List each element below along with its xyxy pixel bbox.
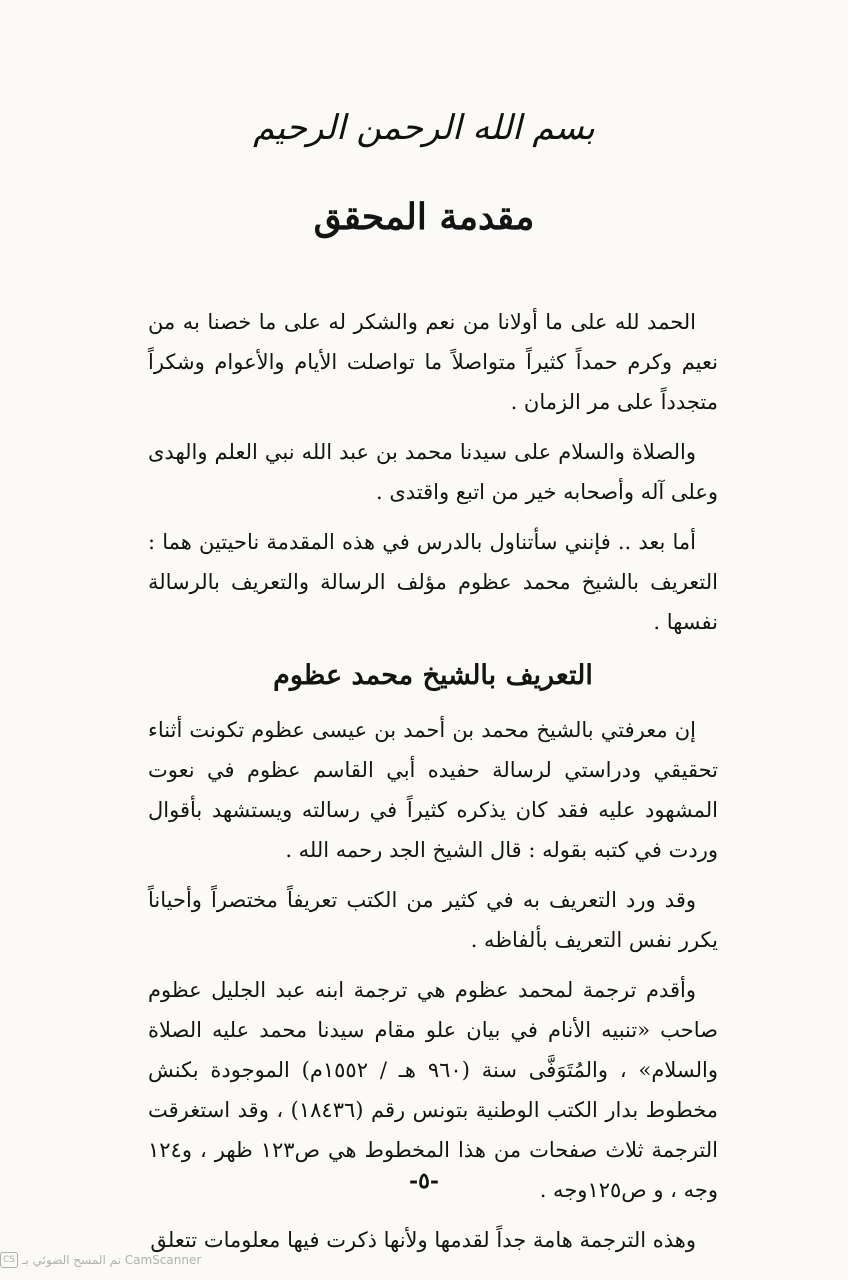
section-heading: التعريف بالشيخ محمد عظوم [273, 660, 593, 691]
paragraph-praise: الحمد لله على ما أولانا من نعم والشكر له على ما خصنا به من نعيم وكرم حمداً كثيراً متواصلاً ما تواصلت الأيام والأعوام وشكراً متجدداً على مر الزمان . [148, 310, 718, 414]
paragraph-oldest-biography: وأقدم ترجمة لمحمد عظوم هي ترجمة ابنه عبد الجليل عظوم صاحب «تنبيه الأنام في بيان علو مقام سيدنا محمد عليه الصلاة والسلام» ، والمُتَوَفَّى سنة (٩٦٠ هـ / ١٥٥٢م) الموجودة بكنش مخطوط بدار الكتب الوطنية بتونس رقم (١٨٤٣٦) ، وقد استغرقت الترجمة ثلاث صفحات من هذا المخطوط هي ص١٢٣ ظهر ، و١٢٤ وجه ، و ص١٢٥وجه . [148, 978, 718, 1202]
scanner-watermark [0, 1252, 201, 1268]
page-title: مقدمة المحقق [313, 196, 535, 238]
paragraph-salutation: والصلاة والسلام على سيدنا محمد بن عبد الله نبي العلم والهدى وعلى آله وأصحابه خير من اتبع واقتدى . [148, 440, 718, 504]
body-text [148, 302, 718, 1270]
watermark-text: تم المسح الضوئي بـ CamScanner [22, 1253, 202, 1267]
page-number: -٥- [408, 1168, 440, 1194]
basmala: بسم الله الرحمن الرحيم [253, 108, 595, 148]
paragraph-importance: وهذه الترجمة هامة جداً لقدمها ولأنها ذكرت فيها معلومات تتعلق [150, 1228, 696, 1252]
paragraph-outline: أما بعد .. فإنني سأتناول بالدرس في هذه المقدمة ناحيتين هما : التعريف بالشيخ محمد عظوم مؤلف الرسالة والتعريف بالرسالة نفسها . [148, 530, 718, 634]
camscanner-logo-icon: CS [0, 1252, 18, 1268]
paragraph-acquaintance: إن معرفتي بالشيخ محمد بن أحمد بن عيسى عظوم تكونت أثناء تحقيقي ودراستي لرسالة حفيده أبي القاسم عظوم في نعوت المشهود عليه فقد كان يذكره كثيراً في رسالته ويستشهد بأقوال وردت في كتبه بقوله : قال الشيخ الجد رحمه الله . [148, 718, 718, 862]
paragraph-sources: وقد ورد التعريف به في كثير من الكتب تعريفاً مختصراً وأحياناً يكرر نفس التعريف بألفاظه . [148, 888, 718, 952]
